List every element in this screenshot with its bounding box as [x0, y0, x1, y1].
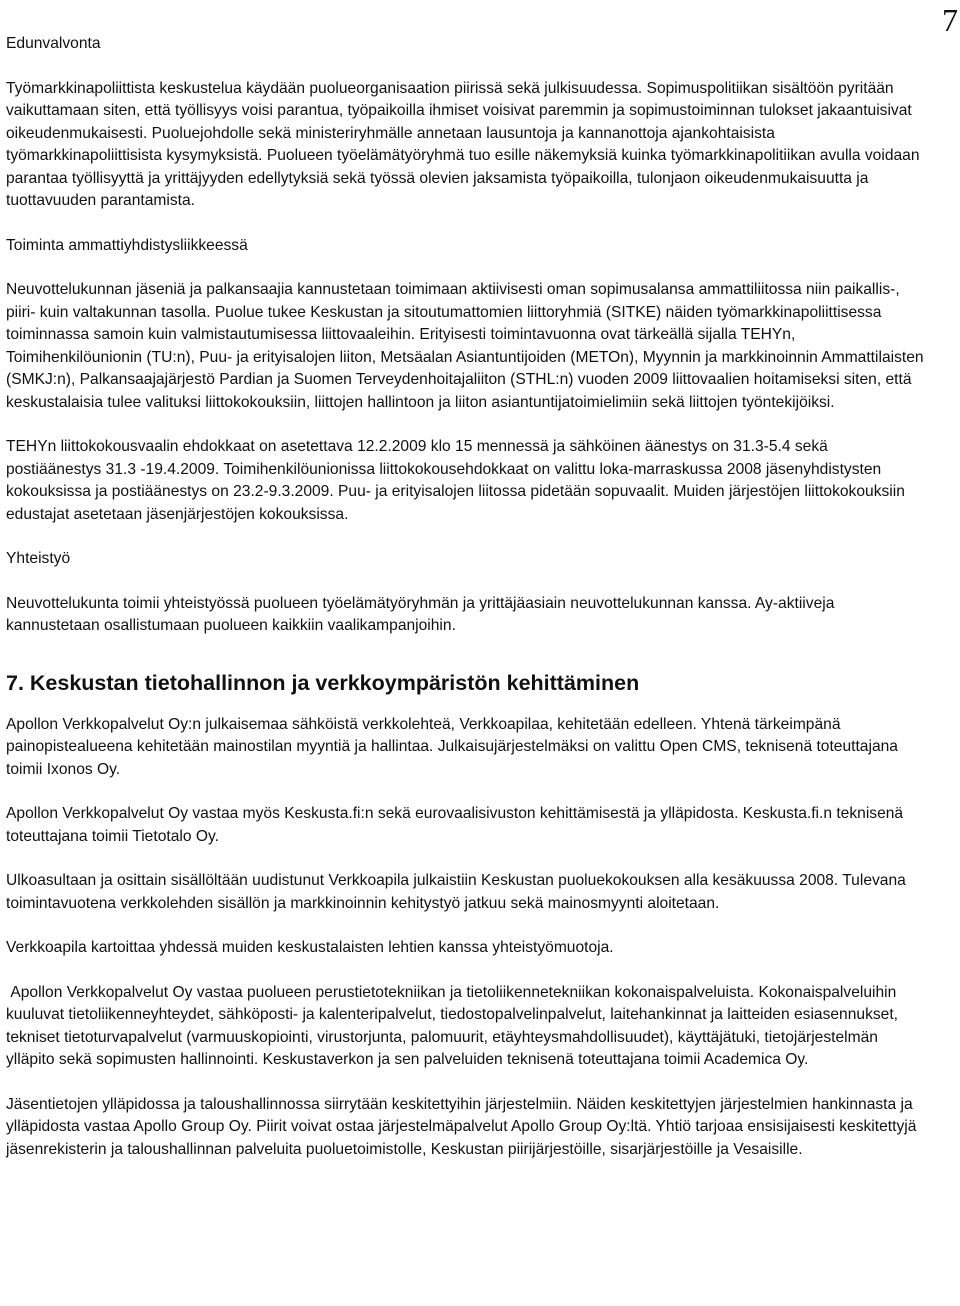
section-heading-edunvalvonta: Edunvalvonta: [6, 35, 101, 52]
section-heading-ammattiyhdistys: Toiminta ammattiyhdistysliikkeessä: [6, 236, 248, 254]
paragraph: Jäsentietojen ylläpidossa ja taloushallinnossa siirrytään keskitettyihin järjestelmiin. Näiden keskitettyjen järjestelmien hankinnasta ja ylläpidosta vastaa Apollo Group Oy. Piirit voivat ostaa järjestelmäpalvelut Apollo Group Oy:ltä. Yhtiö tarjoaa ensisijaisesti keskitettyjä jäsenrekisterin ja taloushallinnan palveluita puoluetoimistolle, Keskustan piirijärjestöille, sisarjärjestöille ja Vesaisille.: [6, 1095, 917, 1158]
paragraph: Apollon Verkkopalvelut Oy vastaa myös Keskusta.fi:n sekä eurovaalisivuston kehittämisestä ja ylläpidosta. Keskusta.fi.n teknisenä toteuttajana toimii Tietotalo Oy.: [6, 805, 904, 845]
page-number: 7: [942, 2, 958, 38]
paragraph: TEHYn liittokokousvaalin ehdokkaat on asetettava 12.2.2009 klo 15 mennessä ja sähköinen äänestys on 31.3-5.4 sekä postiäänestys 31.3 -19.4.2009. Toimihenkilöunionissa liittokokousehdokkaat on valittu loka-marraskussa 2008 jäsenyhdistysten kokouksissa ja postiäänestys on 23.2-9.3.2009. Puu- ja erityisalojen liitossa pidetään sopuvaalit. Muiden järjestöjen liittokokouksiin edustajat asetetaan jäsenjärjestöjen kokouksissa.: [6, 438, 905, 523]
paragraph: Apollon Verkkopalvelut Oy:n julkaisemaa sähköistä verkkolehteä, Verkkoapilaa, kehitetään edelleen. Yhtenä tärkeimpänä painopistealueena kehitetään mainostilan myyntiä ja hallintaa. Julkaisujärjestelmäksi on valittu Open CMS, teknisenä toteuttajana toimii Ixonos Oy.: [6, 715, 898, 778]
paragraph: Apollon Verkkopalvelut Oy vastaa puolueen perustietotekniikan ja tietoliikennetekniikan kokonaispalveluista. Kokonaispalveluihin kuuluvat tietoliikenneyhteydet, sähköposti- ja kalenteripalvelut, tiedostopalvelinpalvelut, laitehankinnat ja laitteiden esiasennukset, tekniset tietoturvapalvelut (varmuuskopiointi, virustorjunta, palomuurit, etäyhteysmahdollisuudet), käyttäjätuki, tietojärjestelmän ylläpito sekä sopimusten hallinnointi. Keskustaverkon ja sen palveluiden teknisenä toteuttajana toimii Academica Oy.: [6, 983, 903, 1068]
paragraph: Verkkoapila kartoittaa yhdessä muiden keskustalaisten lehtien kanssa yhteistyömuotoja.: [6, 939, 614, 956]
document-body: [6, 33, 924, 1161]
paragraph: Neuvottelukunnan jäseniä ja palkansaajia kannustetaan toimimaan aktiivisesti oman sopimusalansa ammattiliitossa niin paikallis-, piiri- kuin valtakunnan tasolla. Puolue tukee Keskustan ja sitoutumattomien liittoryhmiä (SITKE) näiden työmarkkinapoliittisessa toiminnassa samoin kuin valmistautumisessa liittovaaleihin. Erityisesti toimintavuonna ovat tärkeällä sijalla TEHYn, Toimihenkilöunionin (TU:n), Puu- ja erityisalojen liiton, Metsäalan Asiantuntijoiden (METOn), Myynnin ja markkinoinnin Ammattilaisten (SMKJ:n), Palkansaajajärjestö Pardian ja Suomen Terveydenhoitajaliiton (STHL:n) vuoden 2009 liittovaalien hoitamiseksi siten, että keskustalaisia tulee valituksi liittokokouksiin, liittojen hallintoon ja liiton asiantuntijatoimielimiin sekä liittojen työntekijöiksi.: [6, 281, 924, 411]
paragraph: Ulkoasultaan ja osittain sisällöltään uudistunut Verkkoapila julkaistiin Keskustan puoluekokouksen alla kesäkuussa 2008. Tulevana toimintavuotena verkkolehden sisällön ja markkinoinnin kehitystyö jatkuu sekä mainosmyynti aloitetaan.: [6, 872, 906, 912]
paragraph: Työmarkkinapoliittista keskustelua käydään puolueorganisaation piirissä sekä julkisuudessa. Sopimuspolitiikan sisältöön pyritään vaikuttamaan siten, että työllisyys voisi parantua, työpaikoilla ihmiset voisivat paremmin ja sopimustoiminnan tulokset jakaantuisivat oikeudenmukaisesti. Puoluejohdolle sekä ministeriryhmälle annetaan lausuntoja ja kannanottoja ajankohtaisista työmarkkinapoliittisista kysymyksistä. Puolueen työelämätyöryhmä tuo esille näkemyksiä kuinka työmarkkinapolitiikan avulla voidaan parantaa työllisyyttä ja yrittäjyyden edellytyksiä sekä työssä olevien jaksamista työpaikoilla, tulonjaon oikeudenmukaisuutta ja tuottavuuden parantamista.: [6, 79, 920, 209]
paragraph: Neuvottelukunta toimii yhteistyössä puolueen työelämätyöryhmän ja yrittäjäasiain neuvottelukunnan kanssa. Ay-aktiiveja kannustetaan osallistumaan puolueen kaikkiin vaalikampanjoihin.: [6, 594, 835, 634]
section-heading-yhteistyo: Yhteistyö: [6, 550, 71, 567]
chapter-heading: 7. Keskustan tietohallinnon ja verkkoympäristön kehittäminen: [6, 670, 640, 695]
